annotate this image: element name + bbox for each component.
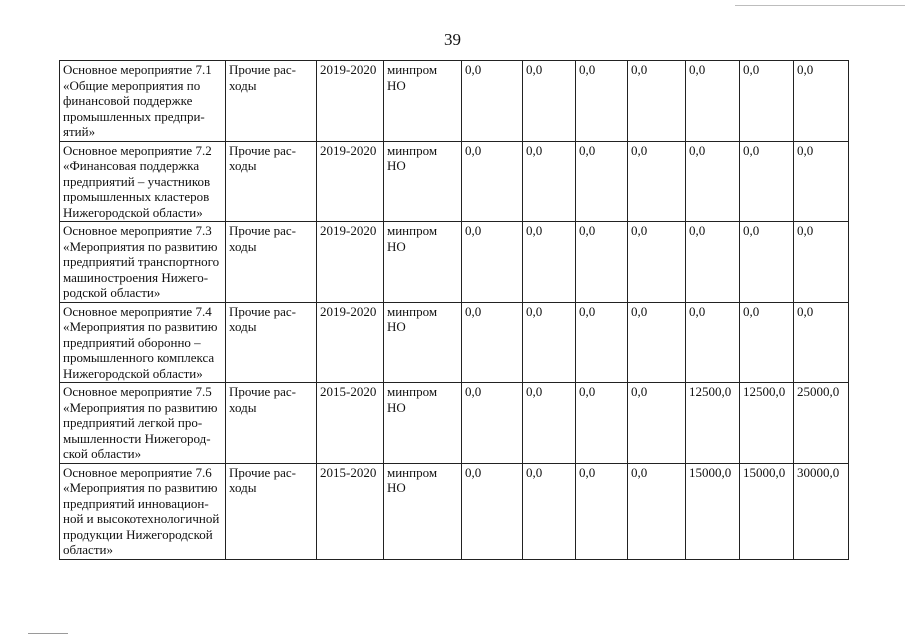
- cell-amount: 0,0: [523, 463, 576, 559]
- cell-amount: 0,0: [740, 302, 794, 383]
- cell-executor: минпром НО: [384, 463, 462, 559]
- cell-executor: минпром НО: [384, 141, 462, 222]
- cell-amount: 12500,0: [740, 383, 794, 464]
- cell-amount: 0,0: [686, 302, 740, 383]
- cell-activity: Основное мероприятие 7.6 «Мероприятия по развитию предприятий инновацион-ной и высокотехнологичной продукции Нижегородской области»: [60, 463, 226, 559]
- cell-amount: 0,0: [794, 222, 849, 303]
- cell-amount: 30000,0: [794, 463, 849, 559]
- cell-expense-type: Прочие рас-ходы: [226, 222, 317, 303]
- cell-amount: 0,0: [462, 61, 523, 142]
- cell-amount: 0,0: [462, 383, 523, 464]
- cell-expense-type: Прочие рас-ходы: [226, 463, 317, 559]
- page-number: 39: [444, 30, 461, 49]
- cell-period: 2019-2020: [317, 141, 384, 222]
- table-row: [60, 222, 849, 303]
- cell-amount: 0,0: [628, 61, 686, 142]
- cell-amount: 0,0: [462, 222, 523, 303]
- table-row: [60, 302, 849, 383]
- cell-period: 2019-2020: [317, 61, 384, 142]
- cell-amount: 0,0: [686, 61, 740, 142]
- cell-amount: 0,0: [523, 141, 576, 222]
- cell-amount: 0,0: [576, 383, 628, 464]
- cell-amount: 0,0: [523, 383, 576, 464]
- cell-amount: 0,0: [686, 141, 740, 222]
- cell-amount: 0,0: [462, 141, 523, 222]
- cell-amount: 0,0: [628, 383, 686, 464]
- cell-executor: минпром НО: [384, 302, 462, 383]
- cell-executor: минпром НО: [384, 383, 462, 464]
- cell-amount: 0,0: [576, 141, 628, 222]
- cell-amount: 12500,0: [686, 383, 740, 464]
- cell-amount: 0,0: [523, 222, 576, 303]
- cell-amount: 0,0: [462, 463, 523, 559]
- cell-activity: Основное мероприятие 7.4 «Мероприятия по развитию предприятий оборонно – промышленного комплекса Нижегородской области»: [60, 302, 226, 383]
- cell-expense-type: Прочие рас-ходы: [226, 141, 317, 222]
- cell-period: 2015-2020: [317, 383, 384, 464]
- cell-amount: 0,0: [686, 222, 740, 303]
- cell-expense-type: Прочие рас-ходы: [226, 61, 317, 142]
- table-row: [60, 463, 849, 559]
- table-row: [60, 383, 849, 464]
- cell-amount: 0,0: [628, 222, 686, 303]
- cell-amount: 0,0: [740, 61, 794, 142]
- cell-amount: 0,0: [576, 61, 628, 142]
- cell-amount: 0,0: [576, 463, 628, 559]
- table-row: [60, 61, 849, 142]
- table-row: [60, 141, 849, 222]
- cell-amount: 0,0: [523, 61, 576, 142]
- cell-amount: 0,0: [628, 463, 686, 559]
- scan-artifact-line: [735, 5, 905, 6]
- cell-amount: 0,0: [794, 61, 849, 142]
- budget-table: [59, 60, 849, 560]
- cell-amount: 25000,0: [794, 383, 849, 464]
- cell-amount: 0,0: [628, 141, 686, 222]
- cell-period: 2019-2020: [317, 302, 384, 383]
- cell-activity: Основное мероприятие 7.5 «Мероприятия по развитию предприятий легкой про-мышленности Нижегород-ской области»: [60, 383, 226, 464]
- cell-amount: 0,0: [523, 302, 576, 383]
- cell-executor: минпром НО: [384, 222, 462, 303]
- cell-period: 2015-2020: [317, 463, 384, 559]
- cell-amount: 15000,0: [686, 463, 740, 559]
- cell-amount: 0,0: [462, 302, 523, 383]
- cell-activity: Основное мероприятие 7.1 «Общие мероприятия по финансовой поддержке промышленных предпри-ятий»: [60, 61, 226, 142]
- cell-amount: 0,0: [576, 222, 628, 303]
- cell-period: 2019-2020: [317, 222, 384, 303]
- cell-executor: минпром НО: [384, 61, 462, 142]
- scan-artifact-line: [28, 633, 68, 634]
- cell-amount: 0,0: [576, 302, 628, 383]
- cell-expense-type: Прочие рас-ходы: [226, 383, 317, 464]
- cell-activity: Основное мероприятие 7.3 «Мероприятия по развитию предприятий транспортного машиностроения Нижего-родской области»: [60, 222, 226, 303]
- cell-amount: 0,0: [740, 222, 794, 303]
- cell-amount: 0,0: [740, 141, 794, 222]
- cell-amount: 0,0: [794, 141, 849, 222]
- cell-amount: 15000,0: [740, 463, 794, 559]
- cell-amount: 0,0: [628, 302, 686, 383]
- cell-expense-type: Прочие рас-ходы: [226, 302, 317, 383]
- cell-amount: 0,0: [794, 302, 849, 383]
- cell-activity: Основное мероприятие 7.2 «Финансовая поддержка предприятий – участников промышленных кластеров Нижегородской области»: [60, 141, 226, 222]
